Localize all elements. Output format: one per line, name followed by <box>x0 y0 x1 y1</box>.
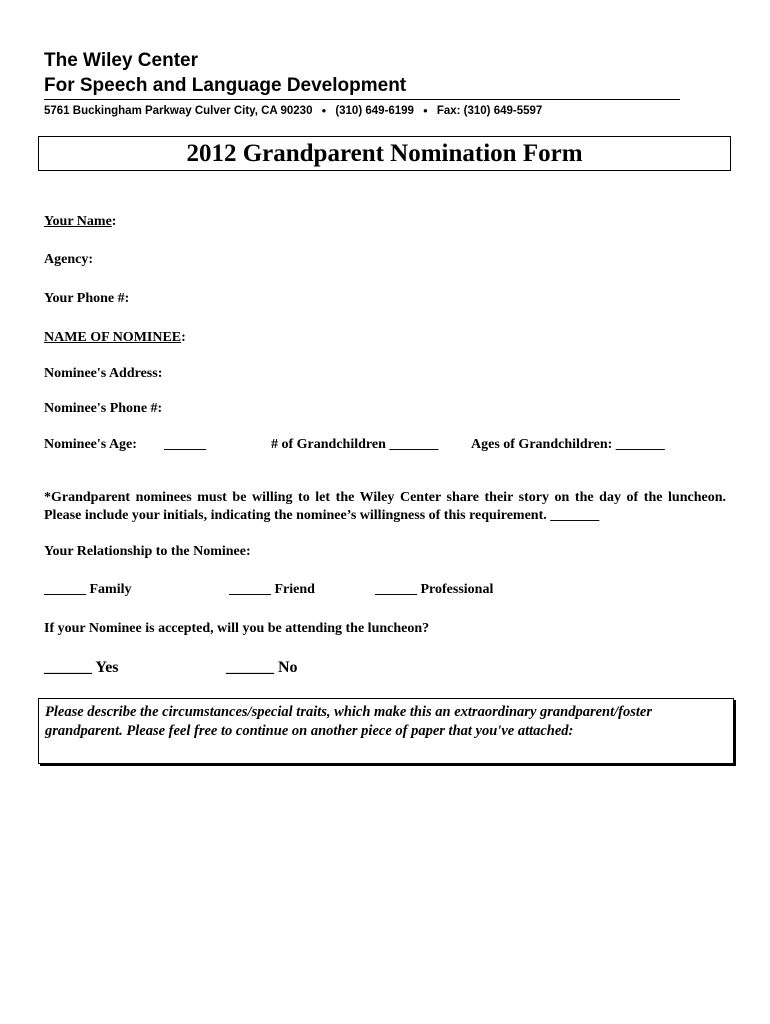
nominee-name-label: NAME OF NOMINEE <box>44 330 182 345</box>
contact-line <box>44 103 542 119</box>
relationship-question: Your Relationship to the Nominee: <box>44 544 251 559</box>
form-title-box <box>38 136 731 171</box>
agency-field[interactable]: Agency: <box>44 252 93 267</box>
bullet-separator: ● <box>321 106 327 115</box>
nominee-age-blank[interactable]: ______ <box>164 437 206 452</box>
org-subtitle: For Speech and Language Development <box>44 75 407 96</box>
relationship-option-family[interactable]: ______ Family <box>44 582 132 597</box>
consent-paragraph[interactable]: *Grandparent nominees must be willing to let the Wiley Center share their story on the day of the luncheon. Please include your initials, indicating the nominee’s willingness of this requirement. _______ <box>44 490 726 523</box>
attendance-question: If your Nominee is accepted, will you be attending the luncheon? <box>44 621 430 636</box>
nominee-age-label: Nominee's Age: <box>44 437 137 452</box>
colon: : <box>111 214 117 229</box>
num-grandchildren-field[interactable]: # of Grandchildren _______ <box>271 437 439 452</box>
nominee-name-field[interactable] <box>44 329 186 346</box>
nominee-address-field[interactable]: Nominee's Address: <box>44 366 163 381</box>
bullet-separator: ● <box>422 106 428 115</box>
nominee-phone-field[interactable]: Nominee's Phone #: <box>44 401 163 416</box>
colon: : <box>181 330 186 345</box>
your-name-label: Your Name <box>44 214 112 229</box>
description-prompt: Please describe the circumstances/special traits, which make this an extraordinary grandparent/foster grandparent. Please feel free to continue on another piece of paper that you've attached: <box>45 704 652 739</box>
your-phone-field[interactable]: Your Phone #: <box>44 291 130 306</box>
your-name-field[interactable] <box>44 213 116 230</box>
fax-text: Fax: (310) 649-5597 <box>436 105 543 117</box>
description-box[interactable] <box>38 698 734 764</box>
ages-grandchildren-field[interactable]: Ages of Grandchildren: _______ <box>471 437 665 452</box>
org-name: The Wiley Center <box>44 50 198 71</box>
header-divider <box>44 99 680 100</box>
address-text: 5761 Buckingham Parkway Culver City, CA 90230 <box>44 105 313 117</box>
attendance-option-no[interactable]: ______ No <box>226 659 298 676</box>
relationship-option-friend[interactable]: ______ Friend <box>229 582 315 597</box>
relationship-option-professional[interactable]: ______ Professional <box>375 582 494 597</box>
form-title: 2012 Grandparent Nomination Form <box>186 140 583 167</box>
phone-text: (310) 649-6199 <box>335 105 414 117</box>
attendance-option-yes[interactable]: ______ Yes <box>44 659 119 676</box>
